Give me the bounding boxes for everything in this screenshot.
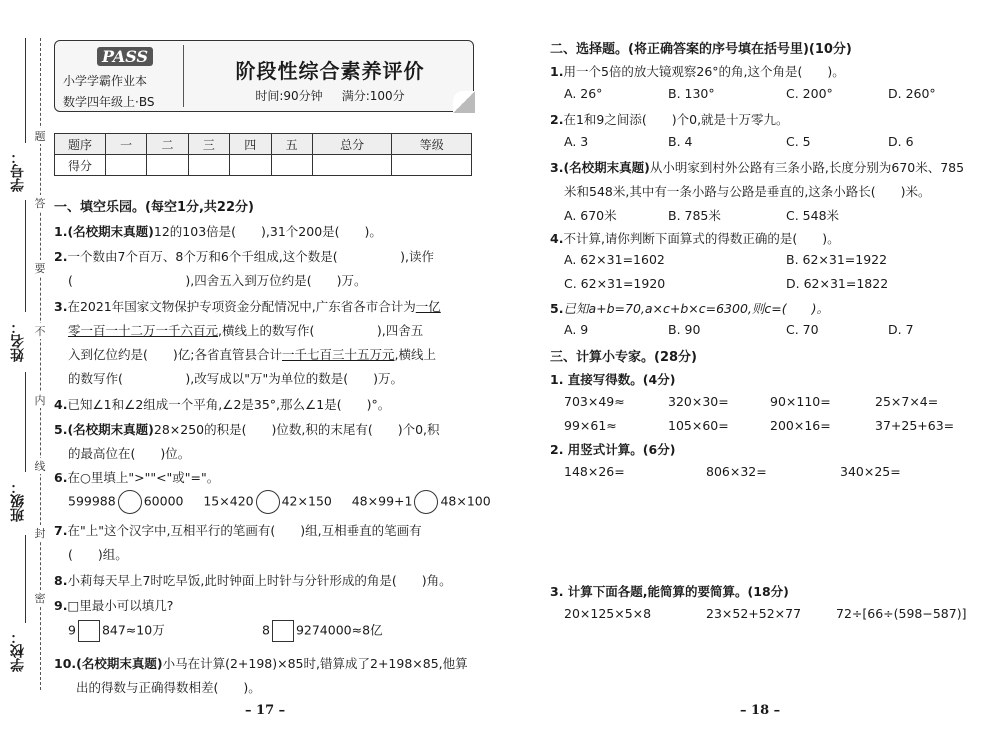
compare-right: 42×150 <box>281 493 332 509</box>
calc-item: 200×16= <box>770 418 831 433</box>
number-part: 9274000≈8亿 <box>295 622 383 638</box>
calc-item: 320×30= <box>668 394 729 409</box>
binding-char: 封 <box>34 527 46 540</box>
vertical-calc-item: 148×26= <box>564 464 625 479</box>
question-6-items <box>68 490 491 514</box>
score-cell[interactable] <box>188 155 229 176</box>
binding-char: 要 <box>34 262 46 275</box>
score-cell[interactable] <box>147 155 188 176</box>
question-text: □里最小可以填几? <box>67 598 174 613</box>
score-cell[interactable] <box>230 155 271 176</box>
fill-box-input[interactable] <box>78 620 100 642</box>
vertical-calc-item: 806×32= <box>706 464 767 479</box>
table-cell: 等级 <box>392 134 472 155</box>
choice-question-3 <box>550 158 964 176</box>
question-3-cont: 的数写作( ),改写成以"万"为单位的数是( )万。 <box>68 371 403 386</box>
calc-item: 90×110= <box>770 394 831 409</box>
name-label: 姓名： <box>10 320 26 362</box>
question-9-items <box>68 620 165 642</box>
part3-title: 3. 计算下面各题,能简算的要简算。(18分) <box>550 584 789 599</box>
number-part: 8 <box>262 622 270 638</box>
question-number: 1. <box>54 224 68 239</box>
choice-option[interactable]: A. 9 <box>564 322 589 337</box>
question-text: 在○里填上">""<"或"="。 <box>67 470 220 485</box>
grade-label: 数学四年级上·BS <box>63 95 155 109</box>
binding-char: 内 <box>34 394 46 407</box>
question-tag: (名校期末真题) <box>67 224 154 239</box>
question-number: 2. <box>550 112 564 127</box>
question-7 <box>54 521 422 539</box>
choice-question-2 <box>550 110 789 128</box>
choice-question-4 <box>550 229 840 247</box>
question-9-items <box>262 620 383 642</box>
compare-circle-input[interactable] <box>118 490 142 514</box>
question-4 <box>54 395 390 413</box>
class-line <box>25 372 26 472</box>
compare-circle-input[interactable] <box>256 490 280 514</box>
underlined-text: 一亿 <box>415 299 441 314</box>
calc-item: 37+25+63= <box>875 418 955 433</box>
question-10 <box>54 654 468 672</box>
question-7-cont: ( )组。 <box>68 547 128 562</box>
right-page <box>500 0 1000 752</box>
underlined-text: 零一百一十二万一千六百元 <box>68 323 219 338</box>
choice-option[interactable]: C. 62×31=1920 <box>564 276 666 291</box>
choice-option[interactable]: D. 62×31=1822 <box>786 276 889 291</box>
section1-title: 一、填空乐园。(每空1分,共22分) <box>54 200 254 215</box>
choice-option[interactable]: D. 7 <box>888 322 914 337</box>
score-cell[interactable] <box>271 155 312 176</box>
choice-option[interactable]: C. 548米 <box>786 208 840 223</box>
question-number: 3. <box>550 160 564 175</box>
question-text: 不计算,请你判断下面算式的得数正确的是( )。 <box>563 231 840 246</box>
question-2 <box>54 247 434 265</box>
question-text: 在1和9之间添( )个0,就是十万零九。 <box>563 112 789 127</box>
question-2-cont: ( ),四舍五入到万位约是( )万。 <box>68 273 367 288</box>
choice-option[interactable]: A. 26° <box>564 86 603 101</box>
compare-left: 15×420 <box>203 493 254 509</box>
table-cell: 得分 <box>55 155 106 176</box>
choice-option[interactable]: C. 200° <box>786 86 833 101</box>
compare-right: 48×100 <box>440 493 491 509</box>
exam-info <box>195 87 465 104</box>
exam-title: 阶段性综合素养评价 <box>235 59 425 83</box>
calc-item: 703×49≈ <box>564 394 625 409</box>
question-text: 已知a+b=70,a×c+b×c=6300,则c=( )。 <box>563 301 829 316</box>
table-cell: 五 <box>271 134 312 155</box>
choice-option[interactable]: B. 130° <box>668 86 715 101</box>
question-text: 已知∠1和∠2组成一个平角,∠2是35°,那么∠1是( )°。 <box>67 397 391 412</box>
question-1 <box>54 222 382 240</box>
question-number: 1. <box>550 64 564 79</box>
choice-question-1 <box>550 62 845 80</box>
binding-char: 答 <box>34 197 46 210</box>
choice-option[interactable]: A. 3 <box>564 134 589 149</box>
table-cell: 二 <box>147 134 188 155</box>
question-tag: (名校期末真题) <box>67 422 154 437</box>
question-3 <box>54 297 441 315</box>
series-name: 小学学霸作业本 <box>63 74 148 88</box>
number-part: 847≈10万 <box>101 622 165 638</box>
question-3-cont <box>68 321 423 339</box>
simplify-calc-item: 23×52+52×77 <box>706 606 802 621</box>
score-table-header-row <box>55 134 472 155</box>
choice-option[interactable]: C. 70 <box>786 322 819 337</box>
question-6 <box>54 468 219 486</box>
question-number: 4. <box>54 397 68 412</box>
school-label: 学校： <box>10 630 26 672</box>
binding-char: 不 <box>34 325 46 338</box>
question-number: 4. <box>550 231 564 246</box>
header-divider <box>183 45 184 107</box>
exam-full-score: 满分:100分 <box>341 89 405 103</box>
question-text: ,横线上 <box>394 347 436 362</box>
student-number-line <box>25 38 26 143</box>
choice-option[interactable]: A. 62×31=1602 <box>564 252 665 267</box>
question-text: 12的103倍是( ),31个200是( )。 <box>153 224 382 239</box>
simplify-calc-item: 72÷[66÷(598−587)] <box>836 606 967 621</box>
question-number: 7. <box>54 523 68 538</box>
choice-option[interactable]: B. 785米 <box>668 208 721 223</box>
question-text: 小马在计算(2+198)×85时,错算成了2+198×85,他算 <box>162 656 468 671</box>
question-text: 用一个5倍的放大镜观察26°的角,这个角是( )。 <box>563 64 845 79</box>
part1-title: 1. 直接写得数。(4分) <box>550 372 676 387</box>
choice-question-5 <box>550 299 829 317</box>
question-text: 在"上"这个汉字中,互相平行的笔画有( )组,互相垂直的笔画有 <box>67 523 422 538</box>
calc-item: 99×61≈ <box>564 418 617 433</box>
choice-option[interactable]: B. 4 <box>668 134 693 149</box>
calc-item: 25×7×4= <box>875 394 939 409</box>
part2-title: 2. 用竖式计算。(6分) <box>550 442 676 457</box>
question-number: 6. <box>54 470 68 485</box>
question-number: 9. <box>54 598 68 613</box>
question-number: 10. <box>54 656 77 671</box>
underlined-text: 一千七百三十五万元 <box>281 347 395 362</box>
score-cell[interactable] <box>392 155 472 176</box>
question-number: 3. <box>54 299 68 314</box>
binding-char: 线 <box>34 460 46 473</box>
question-10-cont: 出的得数与正确得数相差( )。 <box>76 680 261 695</box>
question-number: 8. <box>54 573 68 588</box>
choice-option[interactable]: A. 670米 <box>564 208 617 223</box>
question-tag: (名校期末真题) <box>76 656 163 671</box>
choice-option[interactable]: C. 5 <box>786 134 811 149</box>
exam-time: 时间:90分钟 <box>255 89 323 103</box>
choice-question-3-cont: 米和548米,其中有一条小路与公路是垂直的,这条小路长( )米。 <box>564 184 931 199</box>
question-text: 在2021年国家文物保护专项资金分配情况中,广东省各市合计为 <box>67 299 416 314</box>
question-text: ,横线上的数写作( ),四舍五 <box>218 323 424 338</box>
question-number: 5. <box>550 301 564 316</box>
table-cell: 题序 <box>55 134 106 155</box>
choice-option[interactable]: B. 90 <box>668 322 701 337</box>
class-label: 班级： <box>10 480 26 522</box>
vertical-calc-item: 340×25= <box>840 464 901 479</box>
score-cell[interactable] <box>312 155 392 176</box>
exam-header <box>54 40 474 112</box>
section3-title: 三、计算小专家。(28分) <box>550 350 697 365</box>
table-cell: 一 <box>106 134 147 155</box>
compare-circle-input[interactable] <box>414 490 438 514</box>
question-3-cont <box>68 345 436 363</box>
student-number-label: 学号： <box>10 150 26 192</box>
table-cell: 四 <box>230 134 271 155</box>
fill-box-input[interactable] <box>272 620 294 642</box>
table-cell: 三 <box>188 134 229 155</box>
question-number: 2. <box>54 249 68 264</box>
compare-right: 60000 <box>143 493 184 509</box>
section2-title: 二、选择题。(将正确答案的序号填在括号里)(10分) <box>550 42 852 57</box>
page-curl-icon <box>453 91 475 113</box>
score-table-score-row <box>55 155 472 176</box>
choice-option[interactable]: D. 6 <box>888 134 914 149</box>
question-text: 28×250的积是( )位数,积的末尾有( )个0,积 <box>153 422 440 437</box>
question-tag: (名校期末真题) <box>563 160 650 175</box>
school-line <box>25 535 26 623</box>
table-cell: 总分 <box>312 134 392 155</box>
question-text: 小莉每天早上7时吃早饭,此时钟面上时针与分针形成的角是( )角。 <box>67 573 452 588</box>
question-text: 入到亿位约是( )亿;各省直管县合计 <box>68 347 282 362</box>
page-number: – 17 – <box>245 703 286 718</box>
binding-char: 题 <box>34 130 46 143</box>
name-line <box>25 200 26 312</box>
question-number: 5. <box>54 422 68 437</box>
question-5-cont: 的最高位在( )位。 <box>68 446 191 461</box>
question-text: 从小明家到村外公路有三条小路,长度分别为670米、785 <box>649 160 965 175</box>
number-part: 9 <box>68 622 76 638</box>
score-cell[interactable] <box>106 155 147 176</box>
compare-left: 599988 <box>68 493 116 509</box>
choice-option[interactable]: D. 260° <box>888 86 936 101</box>
score-table <box>54 133 472 176</box>
binding-char: 密 <box>34 592 46 605</box>
page-number: – 18 – <box>740 703 781 718</box>
question-text: 一个数由7个百万、8个万和6个千组成,这个数是( ),读作 <box>67 249 435 264</box>
choice-option[interactable]: B. 62×31=1922 <box>786 252 888 267</box>
compare-left: 48×99+1 <box>351 493 413 509</box>
pass-logo: PASS <box>97 47 153 66</box>
question-9 <box>54 596 173 614</box>
question-5 <box>54 420 440 438</box>
question-8 <box>54 571 452 589</box>
simplify-calc-item: 20×125×5×8 <box>564 606 652 621</box>
calc-item: 105×60= <box>668 418 729 433</box>
